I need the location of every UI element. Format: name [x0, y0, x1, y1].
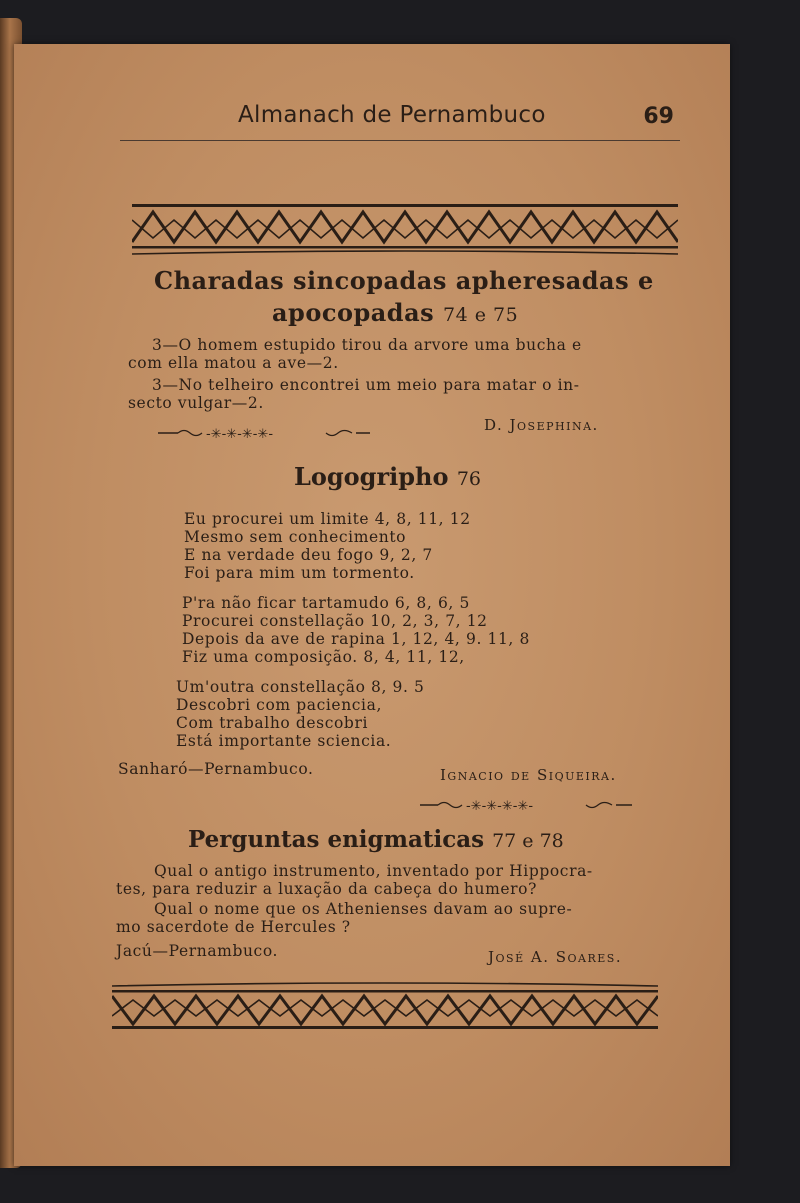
section3-line-1: Qual o antigo instrumento, inventado por Hippocra- — [154, 862, 593, 880]
svg-text:-✳-✳-✳-✳-: -✳-✳-✳-✳- — [466, 799, 534, 814]
divider-ornament-1 — [156, 424, 372, 446]
section2-stanza2-line-1: P'ra não ficar tartamudo 6, 8, 6, 5 — [182, 594, 470, 612]
top-zigzag-ornament — [132, 202, 678, 260]
divider-ornament-2 — [418, 796, 634, 818]
section2-heading: Logogripho 76 — [294, 462, 481, 491]
section1-line-4: secto vulgar—2. — [128, 394, 264, 412]
section1-heading-line2: apocopadas 74 e 75 — [272, 298, 519, 327]
book-page — [14, 44, 730, 1166]
running-header — [120, 100, 680, 141]
section3-place: Jacú—Pernambuco. — [116, 942, 279, 960]
svg-text:-✳-✳-✳-✳-: -✳-✳-✳-✳- — [206, 427, 274, 442]
section2-stanza2-line-3: Depois da ave de rapina 1, 12, 4, 9. 11, 8 — [182, 630, 530, 648]
section2-stanza1-line-1: Eu procurei um limite 4, 8, 11, 12 — [184, 510, 471, 528]
section2-stanza3-line-4: Está importante sciencia. — [176, 732, 392, 750]
section2-stanza1-line-3: E na verdade deu fogo 9, 2, 7 — [184, 546, 433, 564]
running-title: Almanach de Pernambuco — [238, 102, 546, 128]
section2-stanza1-line-4: Foi para mim um tormento. — [184, 564, 415, 582]
section1-signature: D. Josephina. — [484, 416, 599, 434]
section2-place: Sanharó—Pernambuco. — [118, 760, 314, 778]
section2-signature: Ignacio de Siqueira. — [440, 766, 617, 784]
page-number: 69 — [643, 104, 674, 129]
section3-line-3: Qual o nome que os Athenienses davam ao supre- — [154, 900, 573, 918]
section2-stanza1-line-2: Mesmo sem conhecimento — [184, 528, 407, 546]
section3-line-2: tes, para reduzir a luxação da cabeça do humero? — [116, 880, 537, 898]
section3-heading: Perguntas enigmaticas 77 e 78 — [188, 826, 564, 853]
section2-stanza3-line-2: Descobri com paciencia, — [176, 696, 382, 714]
section3-line-4: mo sacerdote de Hercules ? — [116, 918, 351, 936]
section2-stanza3-line-3: Com trabalho descobri — [176, 714, 369, 732]
bottom-zigzag-ornament — [112, 982, 658, 1032]
section2-stanza3-line-1: Um'outra constellação 8, 9. 5 — [176, 678, 425, 696]
section1-line-3: 3—No telheiro encontrei um meio para matar o in- — [152, 376, 580, 394]
section1-line-1: 3—O homem estupido tirou da arvore uma bucha e — [152, 336, 582, 354]
section2-heading-number: 76 — [456, 468, 481, 490]
section2-stanza2-line-2: Procurei constellação 10, 2, 3, 7, 12 — [182, 612, 488, 630]
section2-stanza2-line-4: Fiz uma composição. 8, 4, 11, 12, — [182, 648, 465, 666]
section3-heading-numbers: 77 e 78 — [492, 830, 564, 852]
section1-heading-numbers: 74 e 75 — [443, 304, 519, 326]
section3-signature: José A. Soares. — [488, 948, 623, 966]
section1-heading-line1: Charadas sincopadas apheresadas e — [154, 266, 654, 295]
section1-line-2: com ella matou a ave—2. — [128, 354, 339, 372]
